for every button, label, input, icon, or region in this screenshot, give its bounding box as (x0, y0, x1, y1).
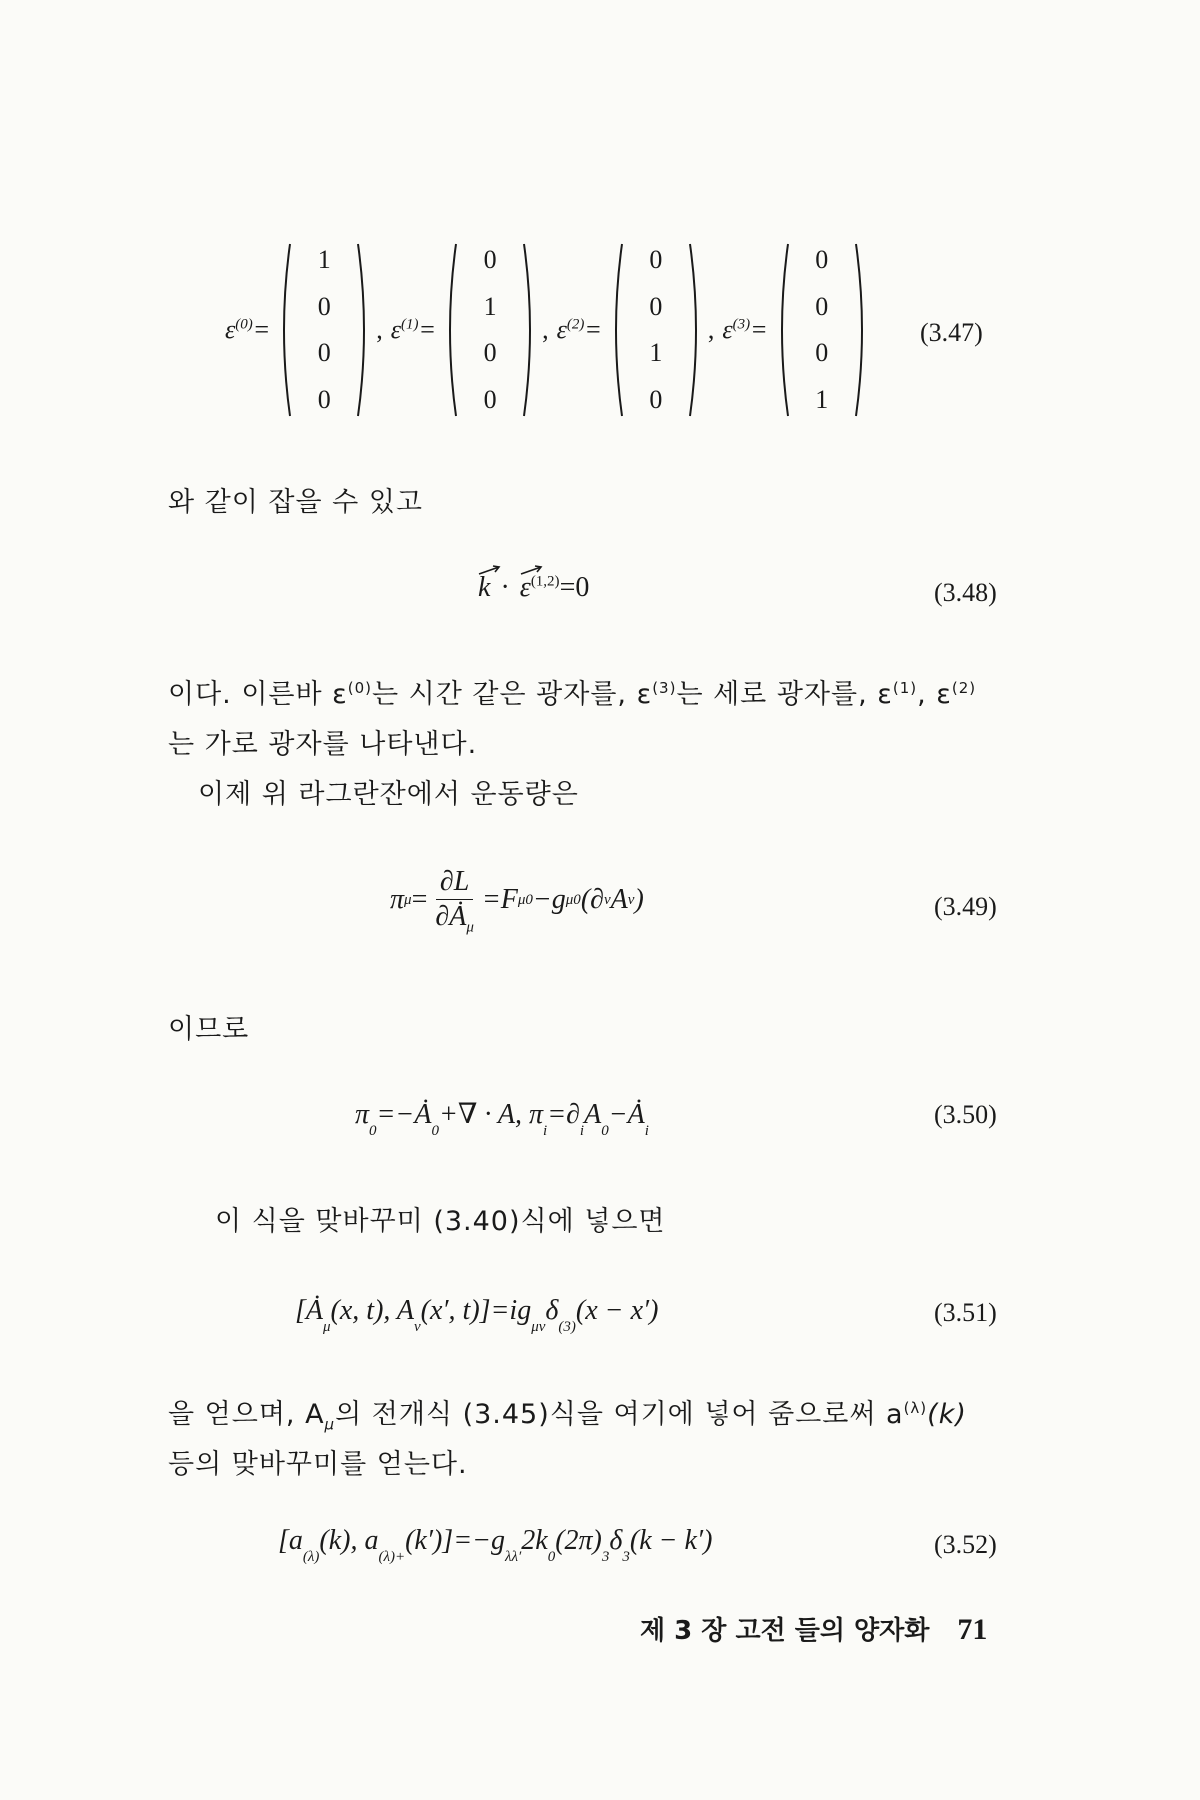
vector-entry: 0 (317, 338, 331, 368)
epsilon-2-label: $\varepsilon^{(2)}=$ (556, 315, 602, 344)
left-paren-icon (276, 242, 292, 418)
vector-entry: 0 (317, 291, 331, 321)
vector-entry: 0 (815, 245, 829, 274)
left-paren-icon (608, 242, 624, 418)
vector-arrow-icon (520, 564, 544, 576)
vector-0 (292, 245, 356, 415)
paragraph: 을 얻으며, $A_\mu$의 전개식 (3.45)식을 여기에 넣어 줌으로써 $a^{(\lambda)}(k)$ 등의 맞바꾸미를 얻는다. (168, 1399, 967, 1480)
equation-number: (3.48) (934, 578, 997, 607)
equation-3-49: π μ = $\frac{\partial L}{\partial Ȧ_\mu}$ =F μ0 −g μ0 (∂ ν A ν ) (390, 866, 644, 936)
equation-3-51: [Ȧ μ (x, t), A ν (x′, t)]=ig μν δ (3) (x − x′) (295, 1295, 659, 1335)
text-line: 와 같이 잡을 수 있고 (168, 487, 423, 518)
vector-entry: 0 (483, 338, 497, 368)
right-paren-icon (688, 242, 704, 418)
equation-number: (3.49) (934, 892, 997, 921)
epsilon-0-label: $\varepsilon^{(0)}=$ (225, 315, 271, 344)
vector-entry: 1 (815, 384, 829, 414)
text-line: 이므로 (168, 1014, 250, 1045)
page-number: 71 (957, 1613, 988, 1646)
vector-1 (458, 245, 522, 415)
right-paren-icon (356, 242, 372, 418)
equation-3-52: [a (λ) (k), a (λ)+ (k′)]=−g λλ′ 2k 0 (2π) 3 δ 3 (k − k′) (278, 1525, 713, 1565)
paragraph: 이다. 이른바 $\varepsilon^{(0)}$는 시간 같은 광자를, $\varepsilon^{(3)}$는 세로 광자를, $\varepsilon^{(1)}$, $\varepsilon^{(2)}$ 는 가로 광자를 나타낸다. 이제 위 라그란잔에서 운동량은 (168, 679, 977, 810)
fraction: $\frac{\partial L}{\partial Ȧ_\mu}$ (435, 866, 474, 936)
chapter-title: 제 3 장 고전 들의 양자화 (640, 1616, 930, 1646)
vector-entry: 0 (483, 384, 497, 414)
vector-entry: 0 (483, 245, 497, 274)
vector-entry: 1 (317, 245, 331, 274)
equation-3-48: k · $\varepsilon^{(1,2)}$ =0 (478, 572, 589, 604)
vector-arrow-icon (478, 564, 502, 576)
vector-entry: 0 (649, 245, 663, 274)
page-footer (640, 1610, 987, 1647)
text-line: 이 식을 맞바꾸미 (3.40)식에 넣으면 (215, 1206, 666, 1237)
equation-number: (3.51) (934, 1298, 997, 1327)
equation-number: (3.52) (934, 1530, 997, 1559)
vector-entry: 0 (815, 338, 829, 368)
vector-entry: 0 (815, 291, 829, 321)
equation-number: (3.50) (934, 1100, 997, 1129)
vector-entry: 1 (483, 291, 497, 321)
epsilon-1-label: $\varepsilon^{(1)}=$ (390, 315, 437, 344)
right-paren-icon (522, 242, 538, 418)
equation-number: (3.47) (920, 318, 983, 347)
left-paren-icon (774, 242, 790, 418)
vector-3 (790, 245, 854, 415)
epsilon-3-label: $\varepsilon^{(3)}=$ (722, 315, 768, 344)
left-paren-icon (442, 242, 458, 418)
equation-3-50: π 0 =−Ȧ 0 +∇ · A, π i =∂ i A 0 −Ȧ i (355, 1099, 649, 1139)
vector-entry: 1 (649, 338, 663, 368)
equation-3-47: $\varepsilon^{(0)}=$ 1 0 0 0 , $\varepsilon^{(1)}=$ 0 1 0 0 , $\varepsilon^{(2)}=$ 0 0 1 0 , $\varepsilon^{(3)}=$ 0 0 0 1 (225, 240, 1005, 420)
vector-2 (624, 245, 688, 415)
right-paren-icon (854, 242, 870, 418)
vector-entry: 0 (649, 384, 663, 414)
vector-entry: 0 (649, 291, 663, 321)
vector-entry: 0 (317, 384, 331, 414)
